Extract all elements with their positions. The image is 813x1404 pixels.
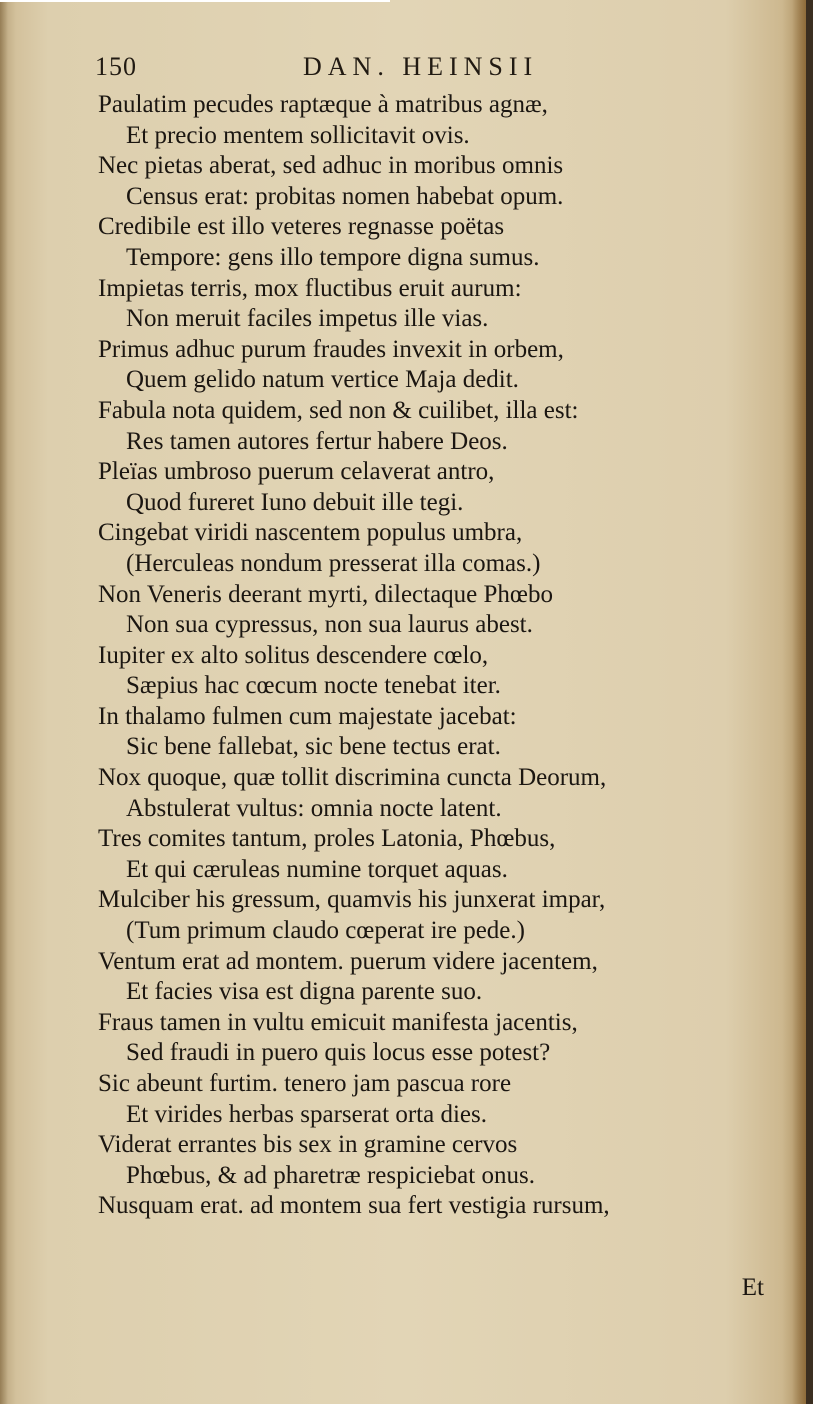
book-spine-edge <box>806 0 813 1404</box>
verse-line: Cingebat viridi nascentem populus umbra, <box>98 519 523 547</box>
verse-line: Nox quoque, quæ tollit discrimina cuncta Deorum, <box>98 764 607 792</box>
verse-line: Viderat errantes bis sex in gramine cervos <box>98 1131 518 1159</box>
verse-line: Primus adhuc purum fraudes invexit in orbem, <box>98 335 564 363</box>
verse-line: Et virides herbas sparserat orta dies. <box>126 1100 487 1128</box>
verse-line: Nec pietas aberat, sed adhuc in moribus omnis <box>98 152 564 180</box>
verse-line: Credibile est illo veteres regnasse poëtas <box>98 213 505 241</box>
verse-line: Ventum erat ad montem. puerum videre jacentem, <box>98 947 598 975</box>
verse-line: Fabula nota quidem, sed non & cuilibet, illa est: <box>98 396 579 424</box>
verse-line: Quem gelido natum vertice Maja dedit. <box>126 366 519 394</box>
verse-line: Non Veneris deerant myrti, dilectaque Phœbo <box>98 580 553 608</box>
verse-line: Non sua cypressus, non sua laurus abest. <box>126 611 533 639</box>
verse-line: Impietas terris, mox fluctibus eruit aurum: <box>98 274 522 302</box>
catchword: Et <box>741 1274 764 1301</box>
verse-line: Iupiter ex alto solitus descendere cœlo, <box>98 641 489 669</box>
verse-line: Paulatim pecudes raptæque à matribus agnæ, <box>98 91 548 118</box>
verse-line: Et facies visa est digna parente suo. <box>126 978 483 1006</box>
running-head <box>95 52 735 86</box>
verse-line: Tempore: gens illo tempore digna sumus. <box>126 243 540 271</box>
verse-line: Nusquam erat. ad montem sua fert vestigia rursum, <box>98 1192 610 1220</box>
verse-line: (Tum primum claudo cœperat ire pede.) <box>126 917 525 945</box>
verse-line: Sed fraudi in puero quis locus esse potest? <box>126 1039 551 1067</box>
verse-line: Fraus tamen in vultu emicuit manifesta jacentis, <box>98 1008 578 1036</box>
verse-line: In thalamo fulmen cum majestate jacebat: <box>98 702 517 730</box>
gutter-shadow <box>0 0 8 1404</box>
verse-line: Census erat: probitas nomen habebat opum. <box>126 182 564 210</box>
scan-edge <box>0 0 390 2</box>
verse-text <box>98 90 778 1222</box>
verse-line: Pleïas umbroso puerum celaverat antro, <box>98 458 495 486</box>
verse-line: Et precio mentem sollicitavit ovis. <box>126 121 470 149</box>
verse-line: (Herculeas nondum presserat illa comas.) <box>126 549 541 577</box>
verse-line: Res tamen autores fertur habere Deos. <box>126 427 508 455</box>
verse-line: Et qui cæruleas numine torquet aquas. <box>126 855 508 883</box>
verse-line: Phœbus, & ad pharetræ respiciebat onus. <box>126 1161 535 1189</box>
verse-line: Sic bene fallebat, sic bene tectus erat. <box>126 733 501 761</box>
verse-line: Abstulerat vultus: omnia nocte latent. <box>126 794 502 822</box>
verse-line: Quod fureret Iuno debuit ille tegi. <box>126 488 464 516</box>
verse-line: Sæpius hac cœcum nocte tenebat iter. <box>126 672 501 700</box>
verse-line: Non meruit faciles impetus ille vias. <box>126 305 489 333</box>
page-number: 150 <box>95 52 137 81</box>
verse-line: Tres comites tantum, proles Latonia, Phœbus, <box>98 825 556 853</box>
running-title: DAN. HEINSII <box>303 52 539 81</box>
verse-line: Sic abeunt furtim. tenero jam pascua rore <box>98 1070 512 1097</box>
verse-line: Mulciber his gressum, quamvis his junxerat impar, <box>98 886 606 914</box>
